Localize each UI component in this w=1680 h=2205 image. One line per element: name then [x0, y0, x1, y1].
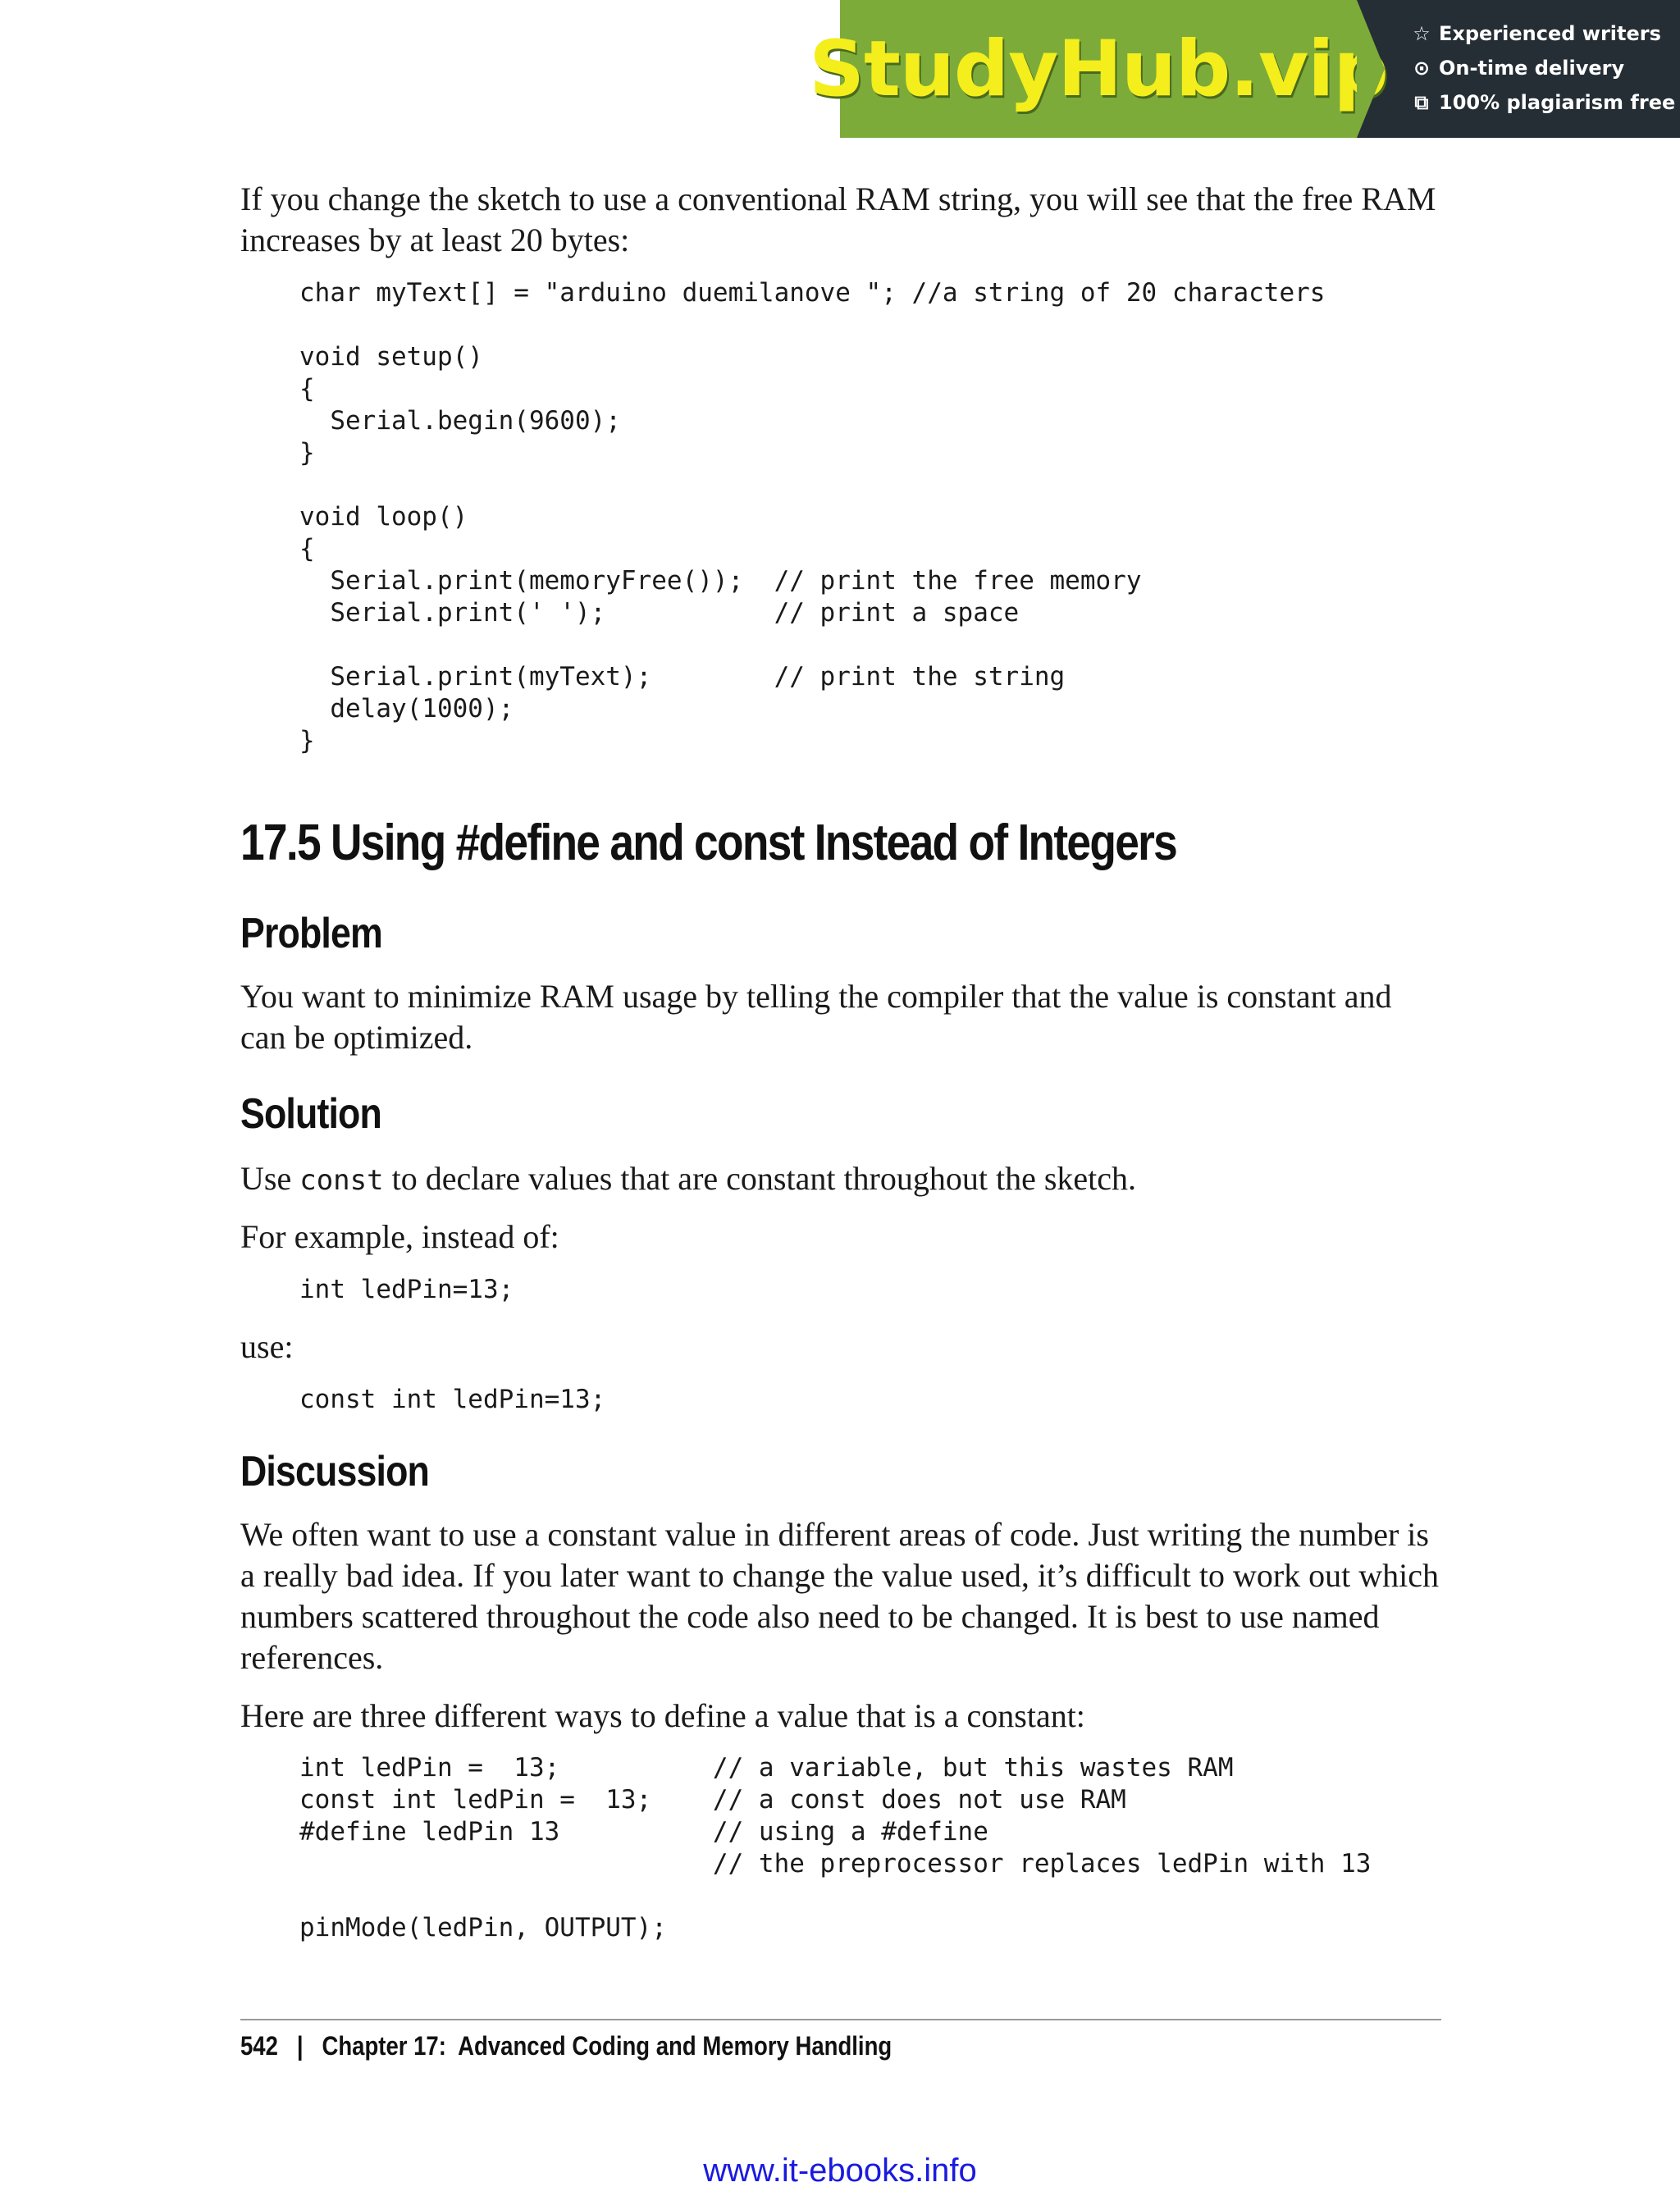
- solution-text-before: Use: [240, 1160, 300, 1197]
- feature-plagiarism-free: [1411, 89, 1680, 116]
- clock-icon: ⊙: [1413, 57, 1431, 80]
- feature-label: 100% plagiarism free: [1439, 91, 1676, 114]
- feature-label: On-time delivery: [1439, 57, 1625, 80]
- code-const-ledpin: const int ledPin=13;: [299, 1385, 606, 1414]
- feature-on-time-delivery: [1411, 54, 1680, 82]
- discussion-intro: Here are three different ways to define a value that is a constant:: [240, 1697, 1085, 1734]
- chapter-title: Chapter 17: Advanced Coding and Memory Handling: [322, 2031, 892, 2061]
- const-keyword: const: [299, 1164, 384, 1197]
- page-footer: [240, 2031, 892, 2061]
- code-int-ledpin: int ledPin=13;: [299, 1275, 514, 1304]
- feature-experienced-writers: [1411, 20, 1680, 48]
- problem-text: You want to minimize RAM usage by telling the compiler that the value is constant and can be optimized.: [240, 978, 1392, 1056]
- section-title: 17.5 Using #define and const Instead of Integers: [240, 815, 1177, 871]
- example-intro: For example, instead of:: [240, 1218, 559, 1255]
- watermark-link[interactable]: www.it-ebooks.info: [703, 2152, 977, 2189]
- copy-icon: ⧉: [1414, 91, 1429, 114]
- problem-heading: Problem: [240, 910, 382, 957]
- footer-separator: |: [296, 2031, 304, 2061]
- intro-paragraph: If you change the sketch to use a conventional RAM string, you will see that the free RAM increases by at least 20 bytes:: [240, 180, 1436, 258]
- feature-label: Experienced writers: [1439, 22, 1661, 45]
- ad-banner[interactable]: [809, 0, 1680, 138]
- banner-features: [1357, 0, 1680, 138]
- solution-text: [240, 1158, 1441, 1201]
- use-label: use:: [240, 1328, 294, 1365]
- solution-text-after: to declare values that are constant throughout the sketch.: [383, 1160, 1137, 1197]
- code-block-constants: int ledPin = 13; // a variable, but this wastes RAM const int ledPin = 13; // a const does not use RAM #define ledPin 13 // using a #define // the preprocessor replaces ledPin with 13 pinMode(ledPin, OUTPUT);: [299, 1753, 1372, 1942]
- brand-logo: [809, 0, 1388, 138]
- star-icon: ☆: [1413, 22, 1431, 45]
- discussion-text: We often want to use a constant value in different areas of code. Just writing the number is a really bad idea. If you later want to change the value used, it’s difficult to work out which numbers scattered throughout the code also need to be changed. It is best to use named references.: [240, 1516, 1440, 1676]
- footer-divider: [240, 2019, 1441, 2020]
- solution-heading: Solution: [240, 1090, 381, 1138]
- page-number: 542: [240, 2031, 278, 2061]
- code-block-ram-string: char myText[] = "arduino duemilanove "; //a string of 20 characters void setup() { Serial.begin(9600); } void loop() { Serial.print(memoryFree()); // print the free memory Serial.print(' '); // print a space Serial.print(myText); // print the string delay(1000); }: [299, 278, 1326, 756]
- brand-name: StudyHub.vip: [809, 24, 1388, 114]
- discussion-heading: Discussion: [240, 1448, 429, 1495]
